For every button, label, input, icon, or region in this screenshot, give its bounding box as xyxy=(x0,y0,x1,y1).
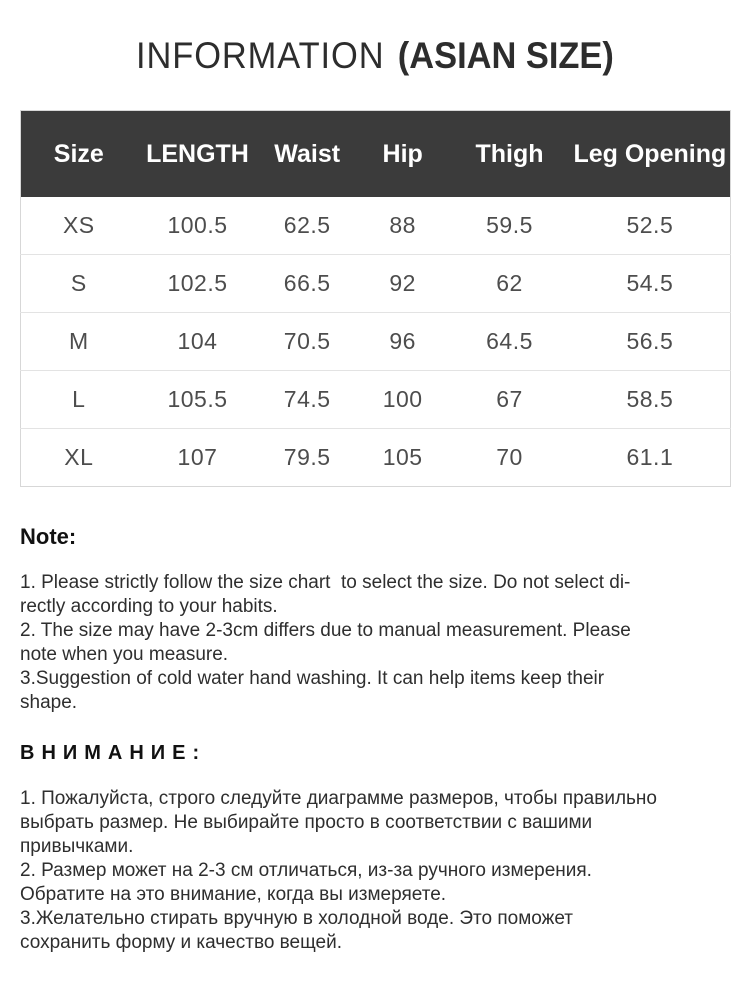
cell-leg-opening: 61.1 xyxy=(570,429,730,487)
page-title xyxy=(0,36,750,76)
column-header-leg-opening: Leg Opening xyxy=(570,111,730,198)
size-row-xs xyxy=(20,197,730,255)
column-header-waist: Waist xyxy=(258,111,357,198)
cell-hip: 92 xyxy=(357,255,449,313)
size-row-m xyxy=(20,313,730,371)
cell-hip: 88 xyxy=(389,212,416,238)
attention-line: 1. Пожалуйста, строго следуйте диаграмме размеров, чтобы правильно xyxy=(20,788,657,809)
cell-length: 104 xyxy=(137,313,258,371)
attention-line: 2. Размер может на 2-3 см отличаться, из-за ручного измерения. xyxy=(20,860,592,881)
attention-line: 3.Желательно стирать вручную в холодной воде. Это поможет xyxy=(20,908,574,929)
cell-size: XS xyxy=(62,212,95,238)
column-header-hip: Hip xyxy=(357,111,449,198)
cell-waist: 66.5 xyxy=(258,255,357,313)
title-information: INFORMATION xyxy=(136,35,385,76)
note-line: shape. xyxy=(20,692,78,713)
cell-hip: 96 xyxy=(357,313,449,371)
attention-line: выбрать размер. Не выбирайте просто в соответствии с вашими xyxy=(20,812,593,833)
size-row-xl xyxy=(20,429,730,487)
cell-leg-opening: 56.5 xyxy=(570,313,730,371)
note-line: note when you measure. xyxy=(20,644,229,665)
size-table-header-row xyxy=(20,111,730,198)
cell-length: 107 xyxy=(137,429,258,487)
cell-thigh: 62 xyxy=(449,255,570,313)
note-heading: Note: xyxy=(20,524,77,549)
attention-line: Обратите на это внимание, когда вы измеряете. xyxy=(20,884,447,905)
cell-thigh: 59.5 xyxy=(486,212,533,238)
cell-length: 102.5 xyxy=(137,255,258,313)
cell-size: S xyxy=(20,255,137,313)
cell-leg-opening: 54.5 xyxy=(570,255,730,313)
page-title-inner xyxy=(136,36,614,76)
column-header-length: LENGTH xyxy=(137,111,258,198)
cell-length: 100.5 xyxy=(167,212,228,238)
cell-waist: 74.5 xyxy=(258,371,357,429)
column-header-size: Size xyxy=(20,111,137,198)
cell-waist: 70.5 xyxy=(258,313,357,371)
size-table xyxy=(20,110,731,487)
attention-lines xyxy=(20,787,730,955)
note-section xyxy=(20,524,730,715)
cell-size: XL xyxy=(20,429,137,487)
note-line: 3.Suggestion of cold water hand washing. It can help items keep their xyxy=(20,668,605,689)
cell-hip: 105 xyxy=(357,429,449,487)
attention-heading: ВНИМАНИЕ: xyxy=(20,742,207,764)
cell-waist: 79.5 xyxy=(258,429,357,487)
note-line: rectly according to your habits. xyxy=(20,596,278,617)
attention-line: привычками. xyxy=(20,836,134,857)
note-line: 1. Please strictly follow the size chart to select the size. Do not select di- xyxy=(20,572,631,593)
column-header-thigh: Thigh xyxy=(449,111,570,198)
notes-content xyxy=(20,524,730,955)
cell-hip: 100 xyxy=(357,371,449,429)
attention-line: сохранить форму и качество вещей. xyxy=(20,932,342,953)
size-row-s xyxy=(20,255,730,313)
cell-length: 105.5 xyxy=(137,371,258,429)
cell-thigh: 64.5 xyxy=(449,313,570,371)
size-row-l xyxy=(20,371,730,429)
title-asian-size: (ASIAN SIZE) xyxy=(397,35,614,76)
cell-thigh: 70 xyxy=(449,429,570,487)
note-line: 2. The size may have 2-3cm differs due to manual measurement. Please xyxy=(20,620,631,641)
note-lines xyxy=(20,571,730,715)
cell-size: L xyxy=(20,371,137,429)
cell-thigh: 67 xyxy=(449,371,570,429)
cell-leg-opening: 52.5 xyxy=(626,212,674,238)
cell-waist: 62.5 xyxy=(283,212,331,238)
cell-leg-opening: 58.5 xyxy=(570,371,730,429)
attention-section xyxy=(20,741,730,955)
cell-size: M xyxy=(20,313,137,371)
